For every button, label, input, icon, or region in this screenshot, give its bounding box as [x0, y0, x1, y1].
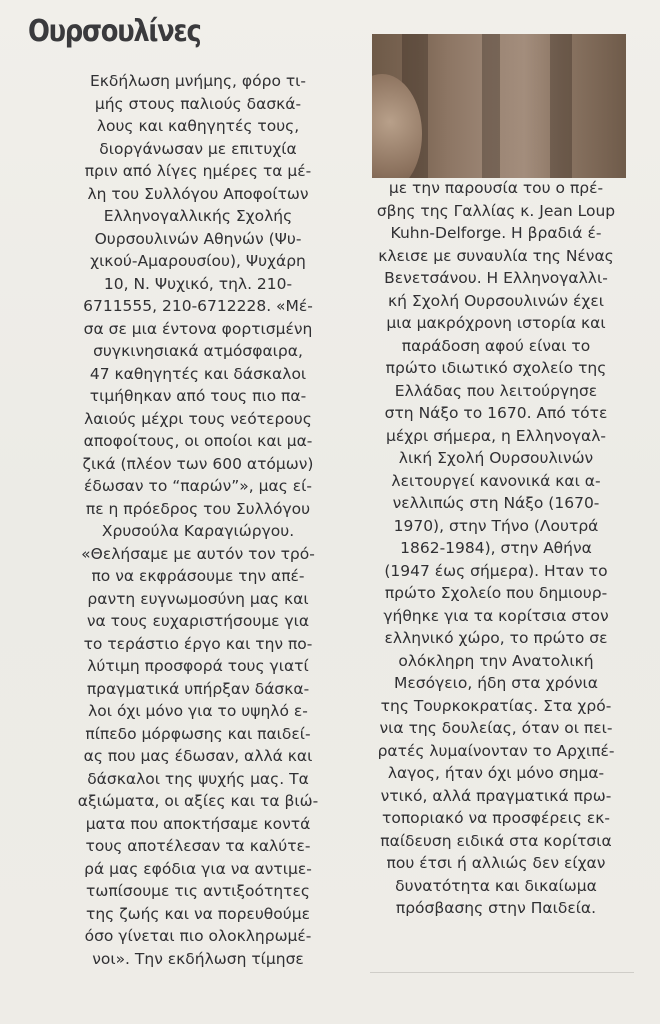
left-column-line [48, 228, 348, 251]
left-column-line [48, 183, 348, 206]
left-column-line-text: ματα που αποκτήσαμε κοντά [85, 814, 311, 833]
left-column-line-text: μής στους παλιούς δασκά- [94, 94, 302, 113]
left-column-line [48, 880, 348, 903]
right-column-line-text: με την παρουσία του ο πρέ- [388, 179, 604, 197]
right-column-line [360, 807, 632, 830]
right-column-line-text: στη Νάξο το 1670. Από τότε [384, 404, 608, 422]
right-column-line [360, 537, 632, 560]
left-column-line [48, 363, 348, 386]
left-column-line [48, 70, 348, 93]
left-column-line [48, 205, 348, 228]
left-column-line [48, 520, 348, 543]
right-column-line-text: παίδευση ειδικά στα κορίτσια [380, 831, 612, 850]
left-column-line-text: Ελληνογαλλικής Σχολής [103, 207, 293, 225]
left-column-line [48, 588, 348, 611]
left-column-line [48, 700, 348, 723]
right-column-line [360, 650, 632, 673]
right-column-line-text: 1970), στην Τήνο (Λουτρά [393, 516, 599, 535]
right-column-line [360, 830, 632, 853]
right-column-line-text: νια της δουλείας, όταν οι πει- [379, 719, 613, 737]
left-column-line [48, 408, 348, 431]
right-column-line-text: Βενετσάνου. Η Ελληνογαλλι- [384, 269, 608, 287]
left-column-line-text: Ουρσουλινών Αθηνών (Ψυ- [94, 229, 302, 248]
left-column-line [48, 768, 348, 791]
right-column-line-text: παράδοση αφού είναι το [401, 336, 591, 355]
right-column-line [360, 290, 632, 313]
left-column-line-text: λη του Συλλόγου Αποφοίτων [87, 184, 309, 203]
left-column-line-text: να τους ευχαριστήσουμε για [86, 612, 310, 630]
right-column-line [360, 627, 632, 650]
right-column-line [360, 402, 632, 425]
left-column-line [48, 723, 348, 746]
left-column-line [48, 925, 348, 948]
left-column-line [48, 543, 348, 566]
left-column-line [48, 633, 348, 656]
left-column-line [48, 655, 348, 678]
right-column-line [360, 875, 632, 898]
left-column-line [48, 903, 348, 926]
right-column-line [360, 492, 632, 515]
right-column-line-text: κλεισε με συναυλία της Νένας [378, 246, 614, 265]
right-column-line [360, 897, 632, 920]
right-column-line-text: νελλιπώς στη Νάξο (1670- [392, 494, 600, 512]
right-column-line-text: ρατές λυμαίνονταν το Αρχιπέ- [377, 741, 615, 760]
left-column-line-text: ραντη ευγνωμοσύνη μας και [87, 589, 309, 608]
right-column-line [360, 200, 632, 223]
left-column-line-text: πο να εκφράσουμε την απέ- [91, 567, 305, 585]
left-column-line [48, 858, 348, 881]
right-column-line [360, 852, 632, 875]
left-column-line-text: ζικά (πλέον των 600 ατόμων) [82, 454, 314, 473]
left-column-line-text: σα σε μια έντονα φορτισμένη [83, 319, 313, 338]
right-column-line [360, 470, 632, 493]
left-column-line [48, 790, 348, 813]
right-column-line [360, 695, 632, 718]
left-column-line-text: 47 καθηγητές και δάσκαλοι [89, 364, 307, 383]
left-column-line [48, 115, 348, 138]
left-column-line [48, 453, 348, 476]
right-column-line [360, 312, 632, 335]
right-column-line-text: Ελλάδας που λειτούργησε [394, 381, 598, 400]
left-column-line [48, 318, 348, 341]
right-column-line-text: δυνατότητα και δικαίωμα [395, 876, 597, 895]
right-column-line [360, 380, 632, 403]
left-column-line-text: πριν από λίγες ημέρες τα μέ- [84, 162, 312, 180]
left-column-line [48, 678, 348, 701]
left-column-line [48, 813, 348, 836]
left-column-line-text: «Θελήσαμε με αυτόν τον τρό- [81, 544, 315, 563]
left-column-line [48, 430, 348, 453]
right-column-line-text: Kuhn-Delforge. Η βραδιά έ- [390, 224, 602, 242]
left-column-line [48, 475, 348, 498]
right-column-line-text: μέχρι σήμερα, η Ελληνογαλ- [385, 426, 606, 445]
left-column-line-text: τιμήθηκαν από τους πιο πα- [89, 387, 307, 405]
right-column-line-text: λαγος, ήταν όχι μόνο σημα- [387, 764, 605, 782]
right-column-line-text: πρόσβασης στην Παιδεία. [395, 899, 597, 917]
right-column-line-text: λειτουργεί κανονικά και α- [391, 471, 601, 490]
left-column-line [48, 385, 348, 408]
photo-crop-icon [372, 34, 626, 178]
left-column-line-text: λαιούς μέχρι τους νεότερους [84, 409, 312, 428]
article-column-left [48, 70, 348, 970]
right-column-line [360, 515, 632, 538]
right-column-line [360, 177, 632, 200]
right-column-line-text: ελληνικό χώρο, το πρώτο σε [384, 629, 608, 647]
left-column-line [48, 340, 348, 363]
right-column-line [360, 245, 632, 268]
left-column-line-text: Χρυσούλα Καραγιώργου. [101, 522, 295, 540]
left-column-line-text: ρά μας εφόδια για να αντιμε- [84, 859, 312, 878]
left-column-line [48, 250, 348, 273]
right-column-line-text: λική Σχολή Ουρσουλινών [398, 449, 594, 467]
right-column-line-text: κή Σχολή Ουρσουλινών έχει [388, 291, 604, 310]
right-column-line [360, 560, 632, 583]
right-column-line-text: τοποριακό να προσφέρεις εκ- [382, 809, 610, 827]
right-column-line [360, 357, 632, 380]
right-column-line [360, 335, 632, 358]
right-column-line-text: της Τουρκοκρατίας. Στα χρό- [380, 696, 612, 715]
left-column-line-text: Εκδήλωση μνήμης, φόρο τι- [89, 72, 307, 90]
left-column-line-text: 6711555, 210-6712228. «Μέ- [83, 297, 313, 315]
right-column-line-text: μια μακρόχρονη ιστορία και [386, 314, 606, 332]
right-column-line [360, 740, 632, 763]
left-column-line-text: έδωσαν το “παρών”», μας εί- [84, 477, 312, 495]
left-column-line [48, 273, 348, 296]
right-column-line [360, 447, 632, 470]
left-column-line-text: λύτιμη προσφορά τους γιατί [87, 657, 309, 675]
left-column-line-text: διοργάνωσαν με επιτυχία [99, 139, 297, 158]
right-column-line-text: γήθηκε για τα κορίτσια στον [383, 606, 609, 625]
right-column-line [360, 785, 632, 808]
left-column-line-text: πίπεδο μόρφωσης και παιδεί- [85, 724, 311, 743]
left-column-line-text: λοι όχι μόνο για το υψηλό ε- [88, 702, 308, 720]
right-column-line [360, 762, 632, 785]
left-column-line-text: νοι». Την εκδήλωση τίμησε [92, 949, 304, 968]
left-column-line [48, 610, 348, 633]
right-column-line [360, 605, 632, 628]
left-column-line-text: 10, Ν. Ψυχικό, τηλ. 210- [103, 274, 293, 293]
left-column-line-text: τους αποτέλεσαν τα καλύτε- [85, 837, 311, 855]
left-column-line [48, 948, 348, 971]
right-column-line-text: Μεσόγειο, ήδη στα χρόνια [394, 674, 598, 692]
right-column-line [360, 222, 632, 245]
left-column-line [48, 835, 348, 858]
right-column-line-text: πρώτο Σχολείο που δημιουρ- [384, 584, 608, 602]
right-column-line-text: που έτσι ή αλλιώς δεν είχαν [386, 854, 606, 872]
left-column-line-text: πραγματικά υπήρξαν δάσκα- [86, 679, 310, 698]
left-column-line-text: πε η πρόεδρος του Συλλόγου [85, 499, 311, 518]
left-column-line-text: ας που μας έδωσαν, αλλά και [83, 747, 313, 765]
article-column-right [360, 177, 632, 920]
left-column-line-text: όσο γίνεται πιο ολοκληρωμέ- [84, 927, 312, 945]
column-end-rule [370, 972, 634, 973]
right-column-line-text: ντικό, αλλά πραγματικά πρω- [380, 786, 612, 805]
left-column-line-text: αξιώματα, οι αξίες και τα βιώ- [77, 792, 319, 810]
right-column-line [360, 582, 632, 605]
left-column-line-text: το τεράστιο έργο και την πο- [83, 634, 313, 653]
right-column-line [360, 717, 632, 740]
left-column-line-text: της ζωής και να πορευθούμε [86, 904, 310, 923]
right-column-line-text: σβης της Γαλλίας κ. Jean Loup [376, 201, 616, 220]
left-column-line [48, 93, 348, 116]
right-column-line-text: πρώτο ιδιωτικό σχολείο της [385, 359, 607, 377]
left-column-line-text: αποφοίτους, οι οποίοι και μα- [83, 432, 313, 450]
left-column-line-text: χικού-Αμαρουσίου), Ψυχάρη [90, 252, 306, 270]
article-headline: Ουρσουλίνες [28, 14, 201, 49]
right-column-line-text: ολόκληρη την Ανατολική [398, 651, 594, 670]
right-column-line-text: 1862-1984), στην Αθήνα [400, 539, 592, 557]
left-column-line [48, 138, 348, 161]
left-column-line [48, 565, 348, 588]
left-column-line [48, 160, 348, 183]
right-column-line [360, 267, 632, 290]
left-column-line-text: τωπίσουμε τις αντιξοότητες [86, 882, 310, 900]
right-column-line [360, 425, 632, 448]
left-column-line [48, 295, 348, 318]
left-column-line-text: λους και καθηγητές τους, [96, 117, 300, 135]
left-column-line [48, 498, 348, 521]
left-column-line-text: δάσκαλοι της ψυχής μας. Τα [87, 769, 309, 788]
right-column-line-text: (1947 έως σήμερα). Ηταν το [384, 561, 608, 580]
right-column-line [360, 672, 632, 695]
left-column-line-text: συγκινησιακά ατμόσφαιρα, [93, 342, 303, 360]
left-column-line [48, 745, 348, 768]
